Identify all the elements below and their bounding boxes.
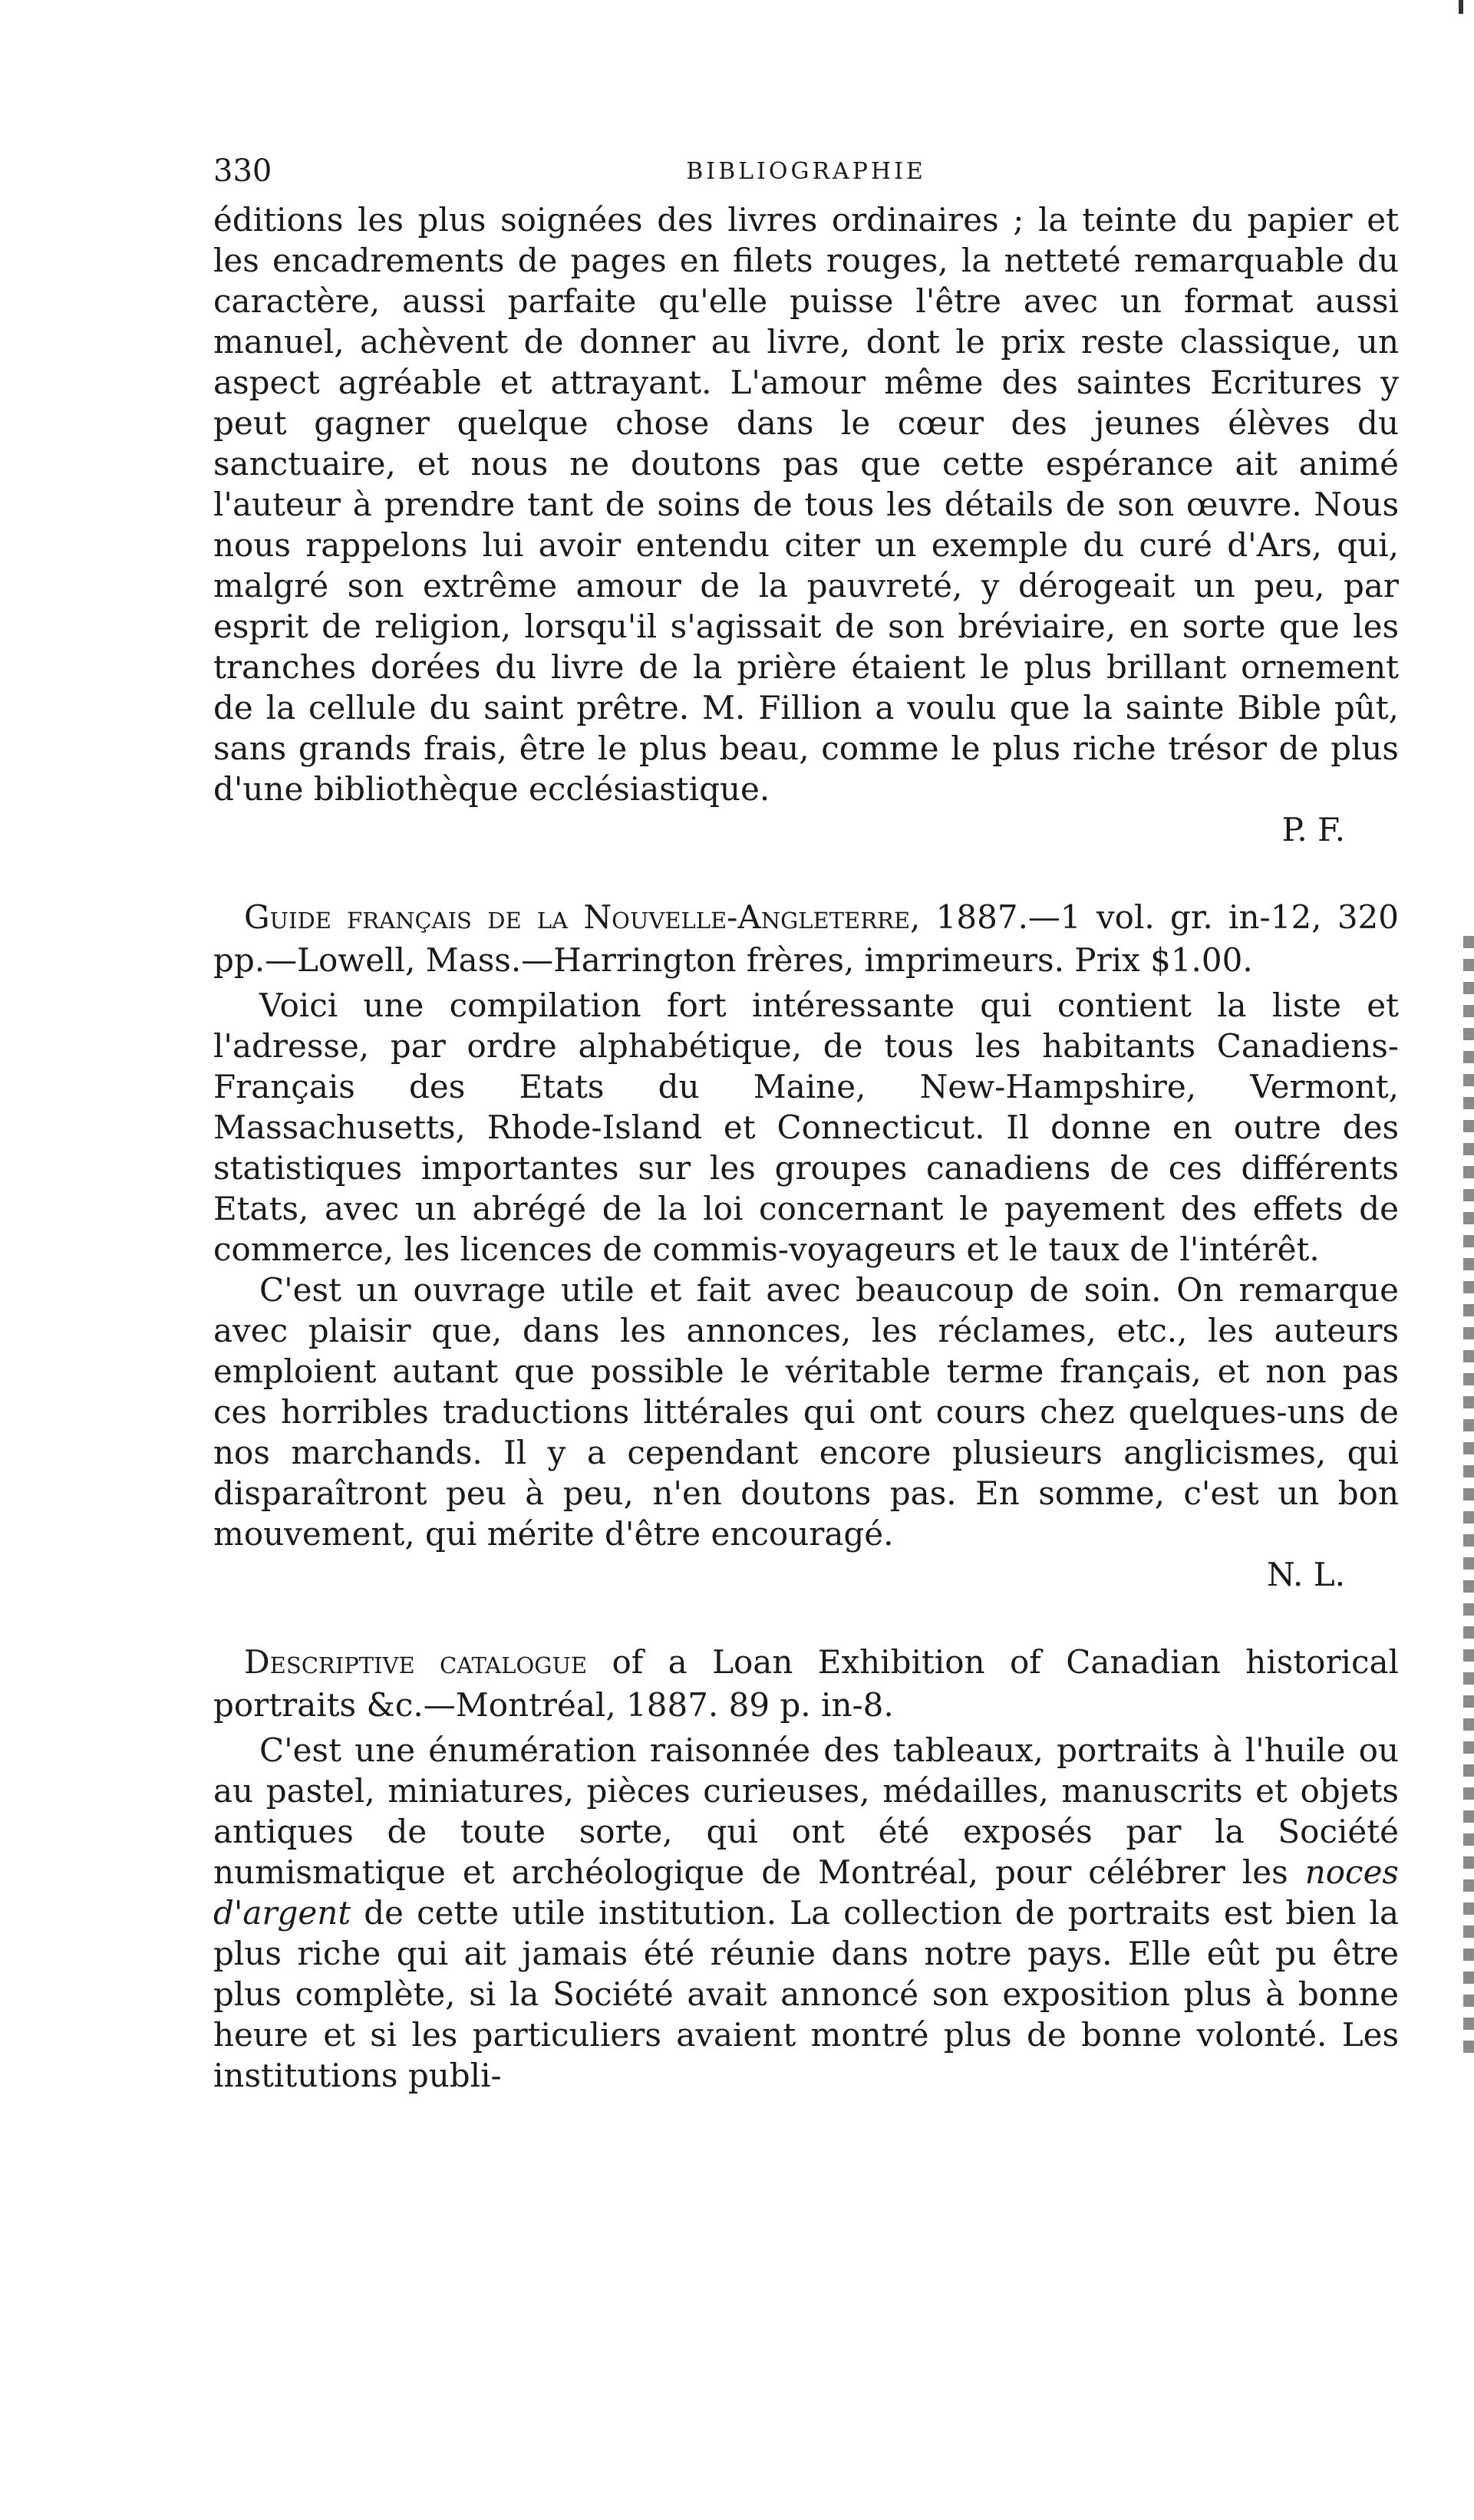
review-catalogue-text-after: de cette utile institution. La collection de portraits est bien la plus riche qui ait jamais été réunie dans notre pays. Elle eût pu être plus complète, si la Société avait annoncé son exposition plus à bonne heure et si les particuliers avaient montré plus de bonne volonté. Les institutions publi- — [213, 1894, 1399, 2094]
page-header — [213, 153, 1399, 199]
page-number: 330 — [213, 153, 272, 189]
review-guide-paragraph-1: Voici une compilation fort intéressante qui contient la liste et l'adresse, par ordre alphabétique, de tous les habitants Canadiens-Français des Etats du Maine, New-Hampshire, Vermont, Massachusetts, Rhode-Island et Connecticut. Il donne en outre des statistiques importantes sur les groupes canadiens de ces différents Etats, avec un abrégé de la loi concernant le payement des effets de commerce, les licences de commis-voyageurs et le taux de l'intérêt. — [213, 987, 1399, 1268]
review-catalogue-title — [213, 1641, 1399, 1727]
review-catalogue-title-rest: of a Loan Exhibition of Canadian historical portraits &c.—Montréal, 1887. 89 p. in-8. — [213, 1643, 1399, 1724]
review-guide — [213, 896, 1399, 1595]
review-catalogue — [213, 1641, 1399, 2096]
review-catalogue-title-caps: Descriptive catalogue — [244, 1643, 588, 1681]
running-head: BIBLIOGRAPHIE — [686, 158, 926, 185]
scan-edge-marks — [1463, 936, 1474, 2056]
review-guide-paragraph-2: C'est un ouvrage utile et fait avec beaucoup de soin. On remarque avec plaisir que, dans les annonces, les réclames, etc., les auteurs emploient autant que possible le véritable terme français, et non pas ces horribles traductions littérales qui ont cours chez quelques-uns de nos marchands. Il y a cependant encore plusieurs anglicismes, qui disparaîtront peu à peu, n'en doutons pas. En somme, c'est un bon mouvement, qui mérite d'être encouragé. — [213, 1271, 1399, 1553]
review-catalogue-italic: noces d'argent — [213, 1853, 1399, 1932]
review-catalogue-paragraph — [213, 1730, 1399, 2096]
review-catalogue-text-before: C'est une énumération raisonnée des tableaux, portraits à l'huile ou au pastel, miniatures, pièces curieuses, médailles, manuscrits et objets antiques de toute sorte, qui ont été exposés par la Société numismatique et archéologique de Montréal, pour célébrer les — [213, 1731, 1399, 1891]
review-bible — [213, 199, 1399, 850]
review-guide-title — [213, 896, 1399, 982]
review-guide-signature: N. L. — [1266, 1556, 1345, 1593]
page — [213, 153, 1399, 2096]
scan-top-mark — [1459, 0, 1463, 14]
review-guide-title-caps: Guide français de la Nouvelle-Angleterre — [244, 898, 911, 936]
review-bible-signature: P. F. — [1281, 811, 1345, 848]
review-guide-title-rest: , 1887.—1 vol. gr. in-12, 320 pp.—Lowell, Mass.—Harrington frères, imprimeurs. Prix $1.00. — [213, 898, 1399, 979]
review-bible-text: éditions les plus soignées des livres ordinaires ; la teinte du papier et les encadrements de pages en filets rouges, la netteté remarquable du caractère, aussi parfaite qu'elle puisse l'être avec un format aussi manuel, achèvent de donner au livre, dont le prix reste classique, un aspect agréable et attrayant. L'amour même des saintes Ecritures y peut gagner quelque chose dans le cœur des jeunes élèves du sanctuaire, et nous ne doutons pas que cette espérance ait animé l'auteur à prendre tant de soins de tous les détails de son œuvre. Nous nous rappelons lui avoir entendu citer un exemple du curé d'Ars, qui, malgré son extrême amour de la pauvreté, y dérogeait un peu, par esprit de religion, lorsqu'il s'agissait de son bréviaire, en sorte que les tranches dorées du livre de la prière étaient le plus brillant ornement de la cellule du saint prêtre. M. Fillion a voulu que la sainte Bible pût, sans grands frais, être le plus beau, comme le plus riche trésor de plus d'une bibliothèque ecclésiastique. — [213, 201, 1399, 808]
